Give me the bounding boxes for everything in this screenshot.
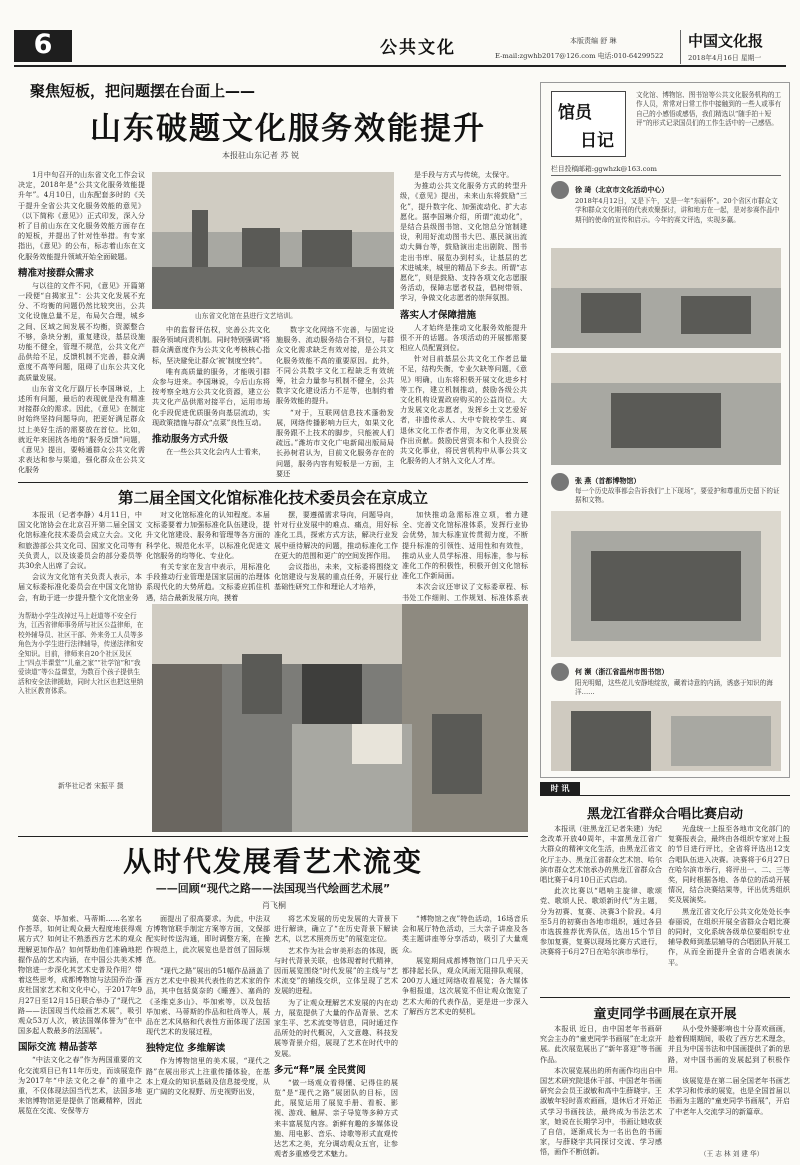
paragraph: 会议为文化馆有关负责人表示，本届文标委标准化委员会在中国文化馆协会，有助于进一步提升整个文化馆业务 xyxy=(18,572,142,602)
paragraph: 黑龙江省文化厅公共文化处处长李春丽说，在组织开展全省群众合唱比赛的同时，文化系统各级单位要组织专业辅导教师到基层辅导的合唱团队开展工作，从而全面提升全省的合唱表演水平。 xyxy=(668,906,790,967)
diary-entry2-text: 每一个历史故事都会告诉我们“上下现场”，要爱护和尊重历史留下的证据和文物。 xyxy=(575,487,780,505)
news2-headline: 童吏同学书画展在京开展 xyxy=(593,1007,737,1022)
news2-col2 xyxy=(668,1024,790,1150)
section-title: 公共文化 xyxy=(380,38,456,58)
diary-entry2-author: 张 燕（首都博物馆） xyxy=(575,477,641,485)
paragraph: “博物馆之夜”特色活动，16场音乐会和展厅特色活动，三大亲子讲座及各类主题讲座等分享活动，吸引了大量观众。 xyxy=(402,914,528,954)
article3-col1 xyxy=(18,914,142,1160)
paragraph: 本报讯 近日，由中国老年书画研究会主办的“童吏同学书画展”在北京开展。此次展览展出了“新年喜迎”等书画作品。 xyxy=(540,1024,662,1064)
paragraph: 1月中旬召开的山东省文化工作会议决定，2018年是“公共文化服务效能提升年”。4月10日，山东配套多时的《关于提升全省公共文化服务效能的意见》（以下简称《意见》）正式印发，深入分析了目前山东在文化服务效能方面存在的短板，并提出了针对性举措。有专家指出，《意见》的公布，标志着山东在文化服务效能提升领域开始全面破题。 xyxy=(18,170,145,261)
article1-col2 xyxy=(152,325,270,480)
subheading: 国际交流 精品荟萃 xyxy=(18,1042,98,1054)
paragraph: 光盘统一上报至各地市文化部门的复赛报表会，最终由各组织专家对上报的节目进行评比，全省将评选出12支合唱队伍进入决赛。决赛将于6月27日在哈尔滨市举行，将评出一、二、三等奖，同时根据各地、各单位的活动开展情况，结合决赛结果等，评出优秀组织奖及展演奖。 xyxy=(668,824,790,905)
paragraph: 本次展览展出的所有画作均出自中国艺术研究院退休干部、中国老年书画研究会会员王淑敏和高中生薛晓宇。王淑敏年轻时喜欢画画，退休后才开始正式学习书画技法，最终成为书法艺术家，她说在长期学习中，书画让她收获了自信，逐渐成长为一名出色的书画家，与薛晓宇共同探讨交流、学习感悟，画作不断创新。 xyxy=(540,1065,662,1157)
article1-photo-caption: 山东省文化馆在县进行文艺培训。 xyxy=(195,312,297,320)
paragraph: 在一些公共文化会内人士看来， xyxy=(166,447,266,457)
news-label: 时 讯 xyxy=(550,784,570,793)
contact-line: E-mail:zgwhb2017@126.com 电话:010-64299522 xyxy=(495,52,664,60)
editor-line: 本版责编 舒 琳 xyxy=(570,37,617,45)
masthead-rule xyxy=(14,65,786,67)
diary-photo2 xyxy=(551,353,781,465)
diary-title-box xyxy=(551,91,626,157)
article3-headline: 从时代发展看艺术流变 xyxy=(122,845,423,878)
paragraph: 面提出了很高要求。为此，中法双方博物馆联手制定方案等方面，文保部配实时传送沟通，即时调整方案，在操作规范上，此次展览也是首创了国际规范。 xyxy=(146,914,270,964)
page-number: 6 xyxy=(33,29,53,60)
article1-kicker: 聚焦短板，把问题摆在台面上—— xyxy=(30,82,256,100)
article3-col2 xyxy=(146,914,270,1160)
paragraph: 莫奈、毕加索、马蒂斯……名家名作荟萃，如何让观众最大程度地获得观展方式？如何让不熟悉西方艺术的观众理解更加作品？如何帮助他们准确地把握作品的艺术内涵，在中国公共美术博物馆进一步深化其艺术史普及作用？带着这些思考，成都博物馆与法国乔治·蓬皮杜国家艺术和文化中心，于2017年9月27日至12月15日联合举办了“现代之路——法国现当代绘画艺术展”，吸引观众53万人次，被法国媒体誉为“在中国多起人数最多的法国展”。 xyxy=(18,914,142,1036)
paragraph: 人才始终是推动文化服务效能提升很不开的话题。各项活动的开展都需要相应人员配置到位。 xyxy=(400,322,527,353)
article3-col3 xyxy=(274,914,398,1160)
paragraph: 本报讯（驻黑龙江记者朱建）为纪念改革开放40周年，丰富黑龙江省广大群众的精神文化生活，由黑龙江省文化厅主办、黑龙江省群众艺术馆、哈尔滨市群众艺术馆承办的黑龙江省群众合唱比赛于4月10日正式启动。 xyxy=(540,824,662,885)
paragraph: “现代之路”展出的51幅作品涵盖了西方艺术史中极其代表性的艺术家的作品，其中包括莫奈的《睡莲》、塞尚的《圣维克多山》、毕加索等，以及包括毕加索、马蒂斯的作品和杜尚等人，展品在艺术风格和代表性方面体现了法国现代艺术的发展过程， xyxy=(146,966,270,1037)
article3-byline: 肖飞桐 xyxy=(262,901,286,910)
paragraph: 为了让观众理解艺术发展的内在动力，展览提供了大量的作品背景、艺术家生平、艺术流变等信息，同时通过作品所处的时代概况，入文意趣、科技发展等背景介绍，展现了艺术在时代中的发展。 xyxy=(274,997,398,1058)
avatar xyxy=(551,473,569,491)
diary-column xyxy=(540,82,790,778)
diary-intro: 文化馆、博物馆、图书馆等公共文化服务机构的工作人员，常常对日常工作中接触到的一些人或事有自己的小感悟或感悟，我们精选以“随手拍＋短评”的形式记录国员们的工作生活中的一己感悟。 xyxy=(636,91,782,128)
article2-top-rule xyxy=(18,482,528,483)
article2-col1 xyxy=(18,510,142,600)
paragraph: 与以往的文件不同，《意见》开篇第一段便“自揭家丑”：公共文化发展不充分、不均衡的问题仍然比较突出，公共文化设施总量不足，布局欠合理，城乡之间、区域之间发展不均衡，资源整合不够，条块分割，重复建设，基层设施功能不健全，管理不规范，公共文化产品供给不足，反馈机制不完善，群众满意度不高等问题，阻碍了山东公共文化高质量发展。 xyxy=(18,280,145,382)
news2-top-rule xyxy=(540,997,790,998)
news2-col1 xyxy=(540,1024,662,1160)
paragraph: “对于，互联网信息技术蓬勃发展，网络传播影响力巨大，如果文化服务跟不上技术的脚步，只能被人们疏远。”潍坊市文化广电新闻出版局局长孙树君认为，目前文化服务存在的问题，服务内容有短板是一方面，主要还 xyxy=(276,407,394,478)
article3-col4 xyxy=(402,914,528,1160)
paper-logo: 中国文化报 xyxy=(688,32,764,50)
paragraph: 将艺术发展的历史发展的大背景下进行解读，确立了“在历史背景下解读艺术，以艺术照亮历史”的展览定位。 xyxy=(274,914,398,944)
subheading: 多元“释”展 全民赏阅 xyxy=(274,1064,366,1076)
avatar xyxy=(551,663,569,681)
article3-top-rule xyxy=(18,836,528,837)
subheading: 独特定位 多维解读 xyxy=(146,1043,226,1055)
diary-entry3-author: 何 濒（浙江省温州市图书馆） xyxy=(575,668,669,676)
diary-photo3 xyxy=(551,511,781,657)
article2-headline: 第二届全国文化馆标准化技术委员会在京成立 xyxy=(117,489,428,507)
article1-headline: 山东破题文化服务效能提升 xyxy=(90,111,486,147)
paragraph: 中的监督评估权，完善公共文化服务领域问责机制。同时特别强调“将群众满意度作为公共文化考核核心指标，坚决避免让群众‘被’制度空转”。 xyxy=(152,325,270,365)
article1-byline: 本报驻山东记者 苏 锐 xyxy=(222,151,300,160)
paragraph: 此次比赛以“唱响主旋律、歌颂党、歌颂人民、歌颂新时代”为主题，分为初赛、复赛、决赛3个阶段。4月至5月的初赛由各地市组织，通过各县市选拔推荐优秀队伍，选出15个节目参加复赛，复赛以现场比赛方式进行，决赛将于6月27日在哈尔滨市举行， xyxy=(540,886,662,957)
paragraph: 摆，要遵循需求导向，问题导向，针对行业发展中的难点、痛点，用好标准化工具，探索方式方法，解决行业发展中亟待解决的问题，推动标准化工作在更大的范围和更广的空间发挥作用。 xyxy=(274,510,398,560)
paragraph: 艺术作为社会审美形态的体现，既与时代背景关联，也体现着时代精神，因而展览围绕“时代发展”的主线与“艺术流变”的辅线交织，立体呈现了艺术发展的进程。 xyxy=(274,945,398,996)
diary-email: 栏目投稿邮箱:ggwhzk@163.com xyxy=(551,165,657,173)
paragraph: 是手段与方式与传统，太保守。 xyxy=(414,170,514,179)
news1-headline: 黑龙江省群众合唱比赛启动 xyxy=(586,807,743,822)
paragraph: 山东省文化厅副厅长李国琳说，上述所有问题，最后的表现就是没有精准对接群众的需求。因此，《意见》在制定时始终坚持问题导向，把更好满足群众过上美好生活的需要放在首位。比如，就近年来困扰各地的“服务反馈”问题，《意见》提出，要畅通群众公共文化需求表达和参与渠道，强化群众在公共文化服务 xyxy=(18,383,145,475)
news2-credit: （王 志 林 刘 建 华） xyxy=(700,1150,764,1158)
paragraph: “做一场观众看得懂、记得住的展览”是“现代之路”展团队的目标，因此，展览运用了展览手册、看板、影视、游戏、触屏、亲子导览等多种方式来丰富展览内容。新鲜有趣的多媒体设施、用电影、音乐、诗歌等形式直观传达艺术之美，充分调动观众五官，让参观者多重感受艺术魅力。 xyxy=(274,1077,398,1159)
paragraph: 为推动公共文化服务方式的转型升级，《意见》提出，未来山东将鼓励“三化”，提升数字化、加强流动化、扩大志愿化。据李国琳介绍，所谓“流动化”，是结合县级图书馆、文化馆总分馆制建设，利用好流动图书大巴、惠民演出流动大舞台等，鼓励演出走出剧院、图书走出书库、展览办到村头，让基层的艺术进城来，城里的精品下乡去。所谓“志愿化”，则是鼓励、支持各项文化志愿服务活动，保障志愿者权益，倡树带领、学习，争做文化志愿者的崇拜氛围。 xyxy=(400,181,527,303)
diary-photo4 xyxy=(551,701,781,771)
diary-photo1 xyxy=(551,248,781,348)
article1-col4 xyxy=(400,170,527,480)
article3-subtitle: ——回顾“现代之路——法国现当代绘画艺术展” xyxy=(155,882,391,895)
news1-col2 xyxy=(668,824,790,994)
news1-col1 xyxy=(540,824,662,994)
subheading: 推动服务方式升级 xyxy=(152,434,229,446)
subheading: 精准对接群众需求 xyxy=(18,267,95,279)
paragraph: 对文化馆标准化的认知程度。本届文标委要着力加强标准化队伍建设，提升文化馆建设、服务和管理等各方面的科学化、规范化水平，以标准化促进文化馆服务的均等化、专业化。 xyxy=(146,510,270,560)
photo2-image xyxy=(152,604,528,832)
masthead-divider xyxy=(680,30,681,64)
diary-entry1-author: 徐 琦（北京市文化活动中心） xyxy=(575,186,669,194)
paragraph: 会议指出，未来，文标委将围绕文化馆建设与发展的重点任务，开展行业基础性研究工作和理论人才培养， xyxy=(274,562,398,592)
paragraph: 本次会议还审议了文标委章程、标书处工作细则、工作规划、标准体系表 xyxy=(402,582,528,602)
photo2-caption: 为帮助小学生改掉过马上赶道等不安全行为，江西省律师事务所与社区公益律师，在校外辅导员、社区干部、外来务工人员等多角色为小学生进行法律辅导，传递法律和安全知识。目前，律师来自20个社区及区上“四点半课堂”“儿童之家”“社学馆”和“我爱读道”等公益课堂，为数百个孩子提供生活和安全法律援助，同时大社区也把这里纳入社区教育体系。 xyxy=(18,612,144,696)
news-top-rule xyxy=(580,795,790,796)
paragraph: 本报讯（记者李静）4月11日，中国文化馆协会在北京召开第二届全国文化馆标准化技术委员会成立大会。文化和旅游部公共文化司、国家文化司等有关负责人，以及该委员会的部分委员等共30余人出席了会议。 xyxy=(18,510,142,571)
article2-col2 xyxy=(146,510,270,600)
diary-title-bottom: 日记 xyxy=(580,131,614,151)
paragraph: 加快推动急需标准立项，着力建全、完善文化馆标准体系，发挥行业协会优势，加大标准宣传贯彻力度，不断提升标准的引领性、适用性和有效性，推动从业人员学标准、用标准，参与标准化工作的积极性，积极开创文化馆标准化工作新局面。 xyxy=(402,510,528,581)
article2-col3 xyxy=(274,510,398,600)
diary-title-top: 馆员 xyxy=(558,103,592,123)
date-line: 2018年4月16日 星期一 xyxy=(688,54,762,62)
photo2-credit: 新华社记者 宋振平 摄 xyxy=(58,782,124,790)
avatar xyxy=(551,181,569,199)
masthead xyxy=(0,0,800,70)
paragraph: 作为博物馆里的美术展，“现代之路”在展出形式上注重传播体验，在基本上观众的知识基础及信息接受度，从更广阔的文化视野、历史视野出发， xyxy=(146,1056,270,1097)
diary-entry3-text: 阳光明媚，这些花儿安静地绽放，藏着诗意的内涵，诱惑于知识的海洋…… xyxy=(575,679,773,697)
paragraph: 该展览是在第二届全国老年书画艺术学习和传承的展览，也是全国首届以书画为主题的“童吏同学书画展”，开启了中老年人交流学习的新篇章。 xyxy=(668,1076,790,1116)
article1-col3 xyxy=(276,325,394,480)
diary-entry1-text: 2018年4月12日，又是下午，又是一年“东丽杯”。20个省区市群众文学和群众文化期刊的代表欢聚探讨，讲和地方在一起，是对参赛作品中期刊的使命的宣传和启示。今年的赛文评选，实现多赢。 xyxy=(575,197,780,224)
subheading: 落实人才保障措施 xyxy=(400,309,477,321)
paragraph: “中法文化之春”作为两国重要的文化交流项目已有11年历史，而该展览作为2017年“中法文化之春”的重中之重，不仅体现法国当代艺术，法国多地来馆博物馆更是提供了馆藏精粹，因此展览在交流、安保等方 xyxy=(18,1055,142,1116)
paragraph: 展览期间成都博物馆门口几乎天天都排起长队，观众风雨无阻排队观展，200万人通过网络收看展览；各大媒体争相报道，这次展览不但让观众饱览了艺术大师的代表作品，更是进一步深入了解西方艺术史的契机。 xyxy=(402,955,528,1016)
paragraph: 从小受外婆影响也十分喜欢画画，趁着假期期间，吸收了西方艺术理念，并且为中国书法和中国画提供了新的思路，对中国书画的发展起到了积极作用。 xyxy=(668,1024,790,1074)
paragraph: 数字文化网络不完善，与固定设施服务、流动服务结合不到位，与群众文化需求缺乏有效对接，是公共文化服务效能不高的重要原因。此外，不同公共数字文化工程缺乏有效统筹，社会力量参与机制不健全，公共数字文化建设活力不足等，也制约着服务效能的提升。 xyxy=(276,325,394,406)
article1-photo xyxy=(152,172,394,309)
paragraph: 有关专家在发言中表示，用标准化手段推动行业管理是国家层面的治理体系现代化的大势所趋。文标委应抓住机遇，结合最新发展方向，摸着 xyxy=(146,562,270,602)
article1-col1 xyxy=(18,170,145,480)
paragraph: 唯有高质量的服务，才能吸引群众参与进来。李国琳说，今后山东将按考察全地方公共文化资源，建立公共文化产品供需对接平台，运用市场化手段促进优质服务向基层流动，实现政策措施与群众“点菜”良性互动。 xyxy=(152,366,270,427)
paragraph: 针对目前基层公共文化工作者总量不足，结构失衡，专业欠缺等问题，《意见》明确，山东将积极开展文化进乡村等工作，建立机制推动，鼓励各级公共文化机构设置政府购买的公益岗位。大力发展文化志愿者，发挥乡土文艺爱好者，非遗传承人、大中专院校学生、离退休文化工作者作用，为文化事业发展作出贡献。鼓励民营资本和个人投资公共文化事业，将民营机构中从事公共文化服务的人才纳入文化人才库。 xyxy=(400,354,527,466)
diary-divider xyxy=(551,175,781,176)
